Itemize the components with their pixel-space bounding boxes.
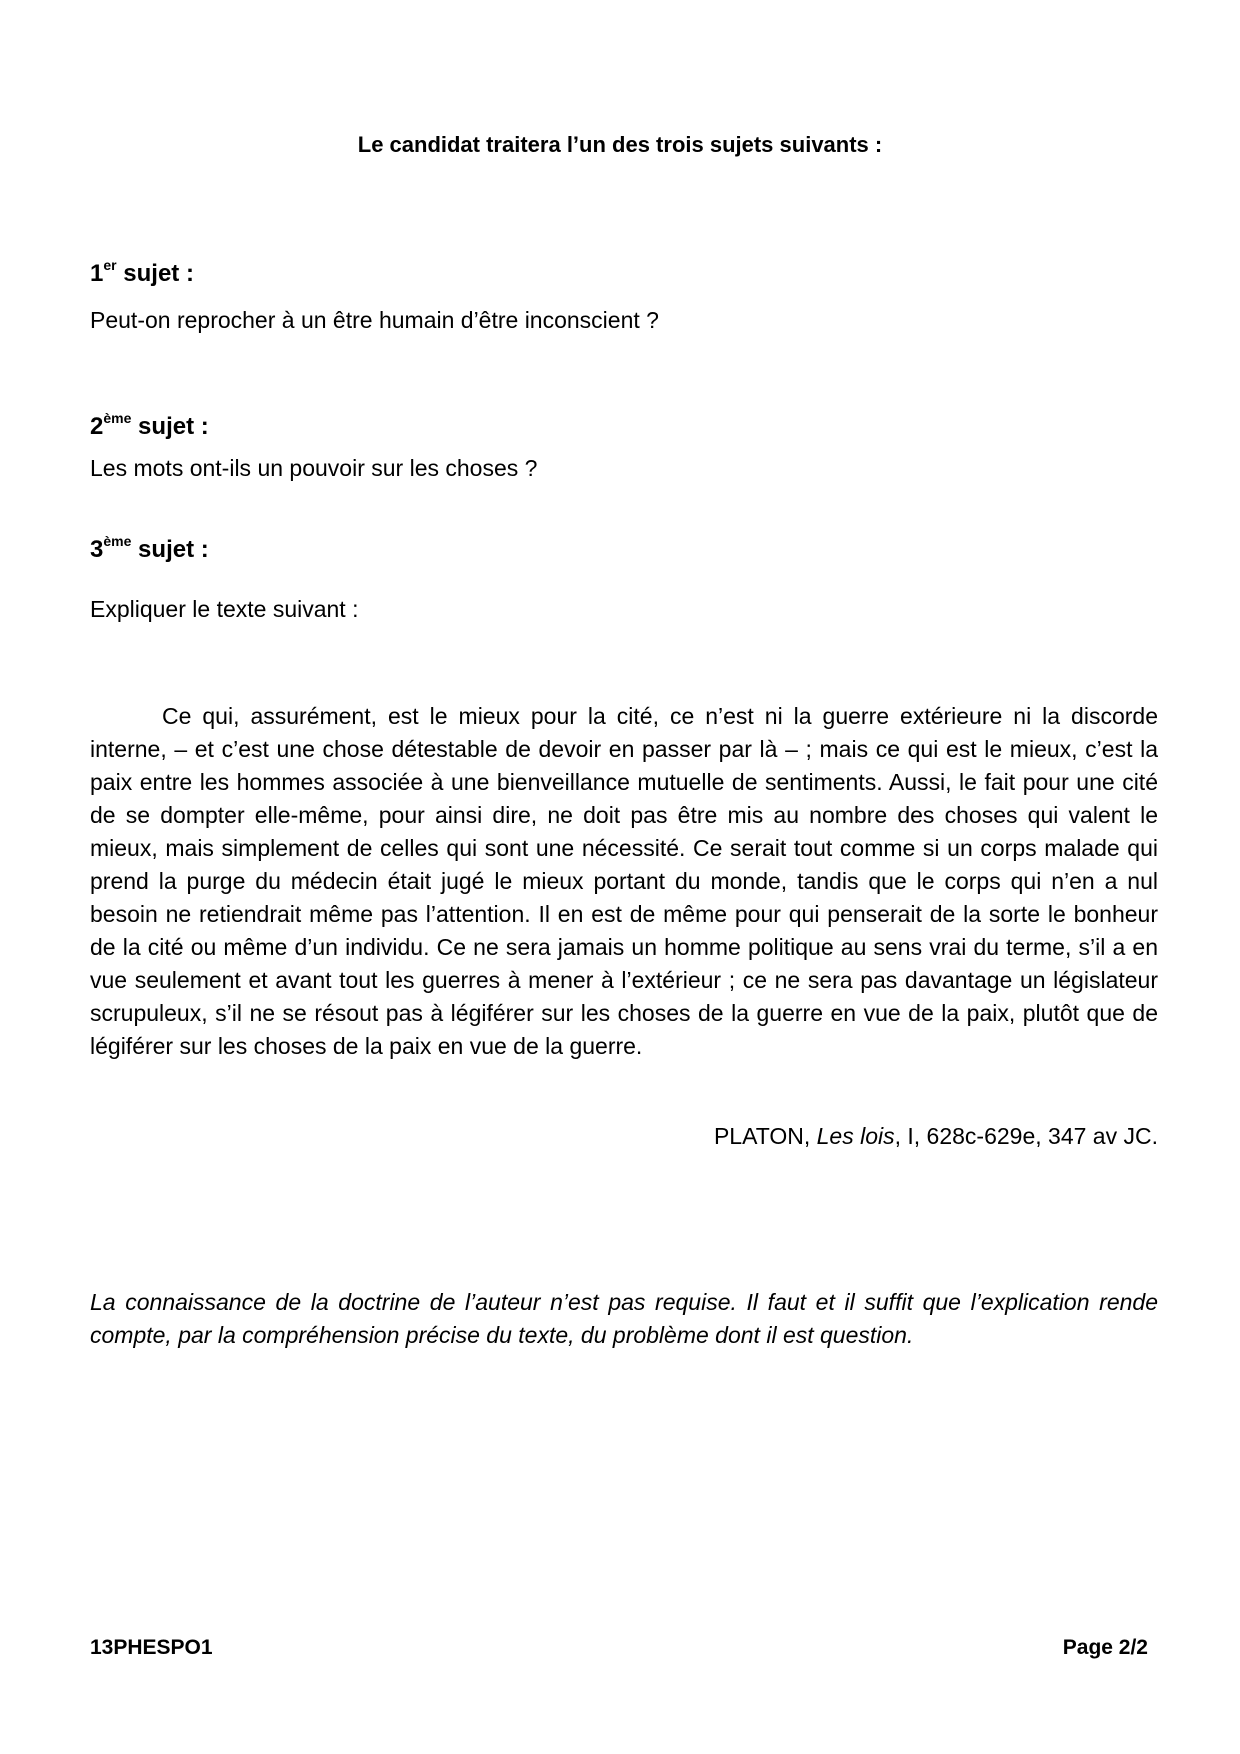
subject-2-number: 2 [90,413,104,440]
subject-3-label-text: sujet : [131,536,209,563]
subject-1-label [90,257,194,288]
exam-code: 13PHESPO1 [90,1636,213,1659]
subject-1-number: 1 [90,260,104,287]
subject-2-suffix: ème [103,410,132,426]
instruction-heading: Le candidat traitera l’un des trois sujets suivants : [357,132,883,157]
subject-2-question: Les mots ont-ils un pouvoir sur les choses ? [90,455,538,481]
page-number: Page 2/2 [1062,1636,1148,1659]
subject-2-label [90,410,209,441]
doctrine-note: La connaissance de la doctrine de l’auteur n’est pas requise. Il faut et il suffit que l’explication rende compte, par la compréhension précise du texte, du problème dont il est question. [90,1289,1158,1348]
subject-3-instruction: Expliquer le texte suivant : [90,596,359,622]
subject-1-label-text: sujet : [116,260,194,287]
citation [714,1123,1158,1150]
subject-3-label [90,533,209,564]
text-passage: Ce qui, assurément, est le mieux pour la cité, ce n’est ni la guerre extérieure ni la discorde interne, – et c’est une chose détestable de devoir en passer par là – ; mais ce qui est le mieux, c’est la paix entre les hommes associée à une bienveillance mutuelle de sentiments. Aussi, le fait pour une cité de se dompter elle-même, pour ainsi dire, ne doit pas être mis au nombre des choses qui valent le mieux, mais simplement de celles qui sont une nécessité. Ce serait tout comme si un corps malade qui prend la purge du médecin était jugé le mieux portant du monde, tandis que le corps qui n’en a nul besoin ne retiendrait même pas l’attention. Il en est de même pour qui penserait de la sorte le bonheur de la cité ou même d’un individu. Ce ne sera jamais un homme politique au sens vrai du terme, s’il a en vue seulement et avant tout les guerres à mener à l’extérieur ; ce ne sera pas davantage un législateur scrupuleux, s’il ne se résout pas à légiférer sur les choses de la guerre en vue de la paix, plutôt que de légiférer sur les choses de la paix en vue de la guerre. [90,703,1158,1059]
subject-3-suffix: ème [103,533,132,549]
citation-work: Les lois [816,1123,895,1149]
subject-1-question: Peut-on reprocher à un être humain d’être inconscient ? [90,307,659,333]
subject-2-label-text: sujet : [131,413,209,440]
subject-1-suffix: er [103,257,117,273]
subject-3-number: 3 [90,536,104,563]
citation-reference: , I, 628c-629e, 347 av JC. [894,1123,1158,1149]
citation-author: PLATON, [713,1123,817,1149]
